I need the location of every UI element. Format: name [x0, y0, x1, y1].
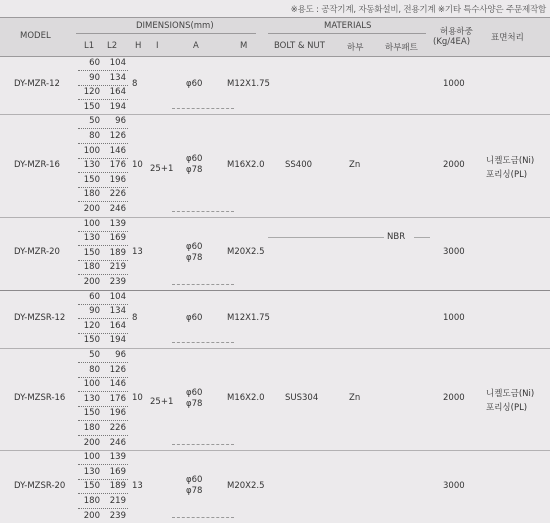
- l1-value: 200: [83, 204, 100, 214]
- bolt-nut-value: SUS304: [285, 393, 319, 404]
- nbr-line-right: [414, 237, 430, 238]
- h-value: 10: [132, 159, 143, 170]
- a-column-dash: [172, 517, 234, 518]
- h-value: 8: [132, 312, 138, 323]
- l1-value: 180: [83, 189, 100, 200]
- a-column-dash: [172, 211, 234, 212]
- model-name: DY-MZSR-12: [14, 312, 66, 323]
- load-value: 3000: [443, 480, 465, 491]
- header-i: I: [156, 41, 159, 51]
- hab-value: Zn: [349, 393, 361, 404]
- dimension-row: [78, 100, 128, 114]
- hab-value: Zn: [349, 159, 361, 170]
- header-load-line2: (Kg/4EA): [433, 37, 471, 47]
- m-value: M16X2.0: [227, 159, 265, 170]
- l2-value: 226: [109, 189, 126, 200]
- dimension-row: [78, 304, 128, 319]
- header-load-line1: 허용하중: [440, 27, 473, 37]
- surface-value: 니켈도금(Ni): [486, 155, 535, 166]
- l1-value: 180: [83, 423, 100, 433]
- l2-value: 196: [109, 174, 126, 185]
- m-value: M20X2.5: [227, 480, 265, 491]
- surface-value: 니켈도금(Ni): [486, 389, 535, 400]
- l1-value: 150: [83, 335, 100, 346]
- l2-value: 176: [109, 393, 126, 404]
- header-dim-underline: [76, 33, 256, 34]
- header-surface: 표면처리: [491, 33, 524, 43]
- dimension-row: [78, 348, 128, 363]
- dimension-row: [78, 71, 128, 86]
- header-bolt-nut: BOLT & NUT: [274, 41, 325, 51]
- l1-value: 150: [83, 408, 100, 419]
- dimension-row: [78, 479, 128, 494]
- load-value: 2000: [443, 159, 465, 170]
- a-value: φ60: [186, 312, 203, 323]
- dimension-row: [78, 129, 128, 144]
- l2-value: 169: [109, 466, 126, 477]
- l1-value: 150: [83, 481, 100, 492]
- l1-value: 130: [83, 160, 100, 171]
- a-value: φ60: [186, 241, 203, 252]
- header-a: A: [193, 41, 199, 51]
- dimension-row: [78, 450, 128, 465]
- l2-value: 196: [109, 408, 126, 419]
- model-name: DY-MZSR-20: [14, 480, 66, 491]
- l2-value: 226: [109, 423, 126, 433]
- l2-value: 126: [109, 131, 126, 141]
- l2-value: 146: [109, 379, 126, 390]
- bolt-nut-value: SS400: [285, 159, 313, 170]
- l2-value: 134: [109, 306, 126, 317]
- dimension-row: [78, 392, 128, 407]
- l1-value: 60: [89, 58, 100, 68]
- i-value: 25+1: [150, 397, 174, 408]
- l2-value: 96: [115, 116, 126, 127]
- surface-value: 포리싱(PL): [486, 403, 528, 414]
- dimension-row: [78, 173, 128, 188]
- m-value: M20X2.5: [227, 247, 265, 258]
- dimension-row: [78, 158, 128, 173]
- l1-value: 120: [83, 87, 100, 98]
- l1-value: 90: [89, 306, 100, 317]
- a-value: φ78: [186, 252, 203, 263]
- dimension-row: [78, 260, 128, 275]
- l1-value: 90: [89, 72, 100, 83]
- header-mat-underline: [268, 33, 426, 34]
- h-value: 10: [132, 393, 143, 404]
- a-column-dash: [172, 284, 234, 285]
- load-value: 3000: [443, 247, 465, 258]
- dimension-row: [78, 187, 128, 202]
- dimension-row: [78, 494, 128, 509]
- header-hab: 하부: [347, 43, 364, 53]
- dimension-row: [78, 217, 128, 232]
- dimension-row: [78, 319, 128, 334]
- l1-value: 130: [83, 393, 100, 404]
- a-value: φ60: [186, 387, 203, 398]
- l1-value: 80: [89, 364, 100, 375]
- h-value: 13: [132, 480, 143, 491]
- l2-value: 104: [109, 291, 126, 302]
- l1-value: 50: [89, 116, 100, 127]
- h-value: 13: [132, 247, 143, 258]
- model-name: DY-MZR-16: [14, 159, 60, 170]
- l2-value: 219: [109, 262, 126, 273]
- l1-value: 150: [83, 174, 100, 185]
- dimension-row: [78, 509, 128, 523]
- l2-value: 126: [109, 364, 126, 375]
- l2-value: 239: [109, 510, 126, 521]
- dimension-row: [78, 85, 128, 100]
- l1-value: 100: [83, 145, 100, 156]
- l1-value: 180: [83, 496, 100, 506]
- nbr-label: NBR: [387, 232, 406, 242]
- dimension-row: [78, 144, 128, 159]
- load-value: 1000: [443, 79, 465, 90]
- dimension-row: [78, 56, 128, 71]
- l2-value: 194: [109, 335, 126, 346]
- load-value: 1000: [443, 312, 465, 323]
- l1-value: 50: [89, 350, 100, 360]
- l2-value: 139: [109, 452, 126, 463]
- a-column-dash: [172, 108, 234, 109]
- header-l1: L1: [84, 41, 95, 51]
- l2-value: 189: [109, 247, 126, 258]
- l2-value: 169: [109, 233, 126, 244]
- l1-value: 150: [83, 247, 100, 258]
- header-l2: L2: [107, 41, 118, 51]
- l2-value: 134: [109, 72, 126, 83]
- load-value: 2000: [443, 393, 465, 404]
- dimension-row: [78, 290, 128, 305]
- header-m: M: [240, 41, 248, 51]
- l1-value: 200: [83, 510, 100, 521]
- dimension-row: [78, 406, 128, 421]
- h-value: 8: [132, 79, 138, 90]
- l1-value: 150: [83, 101, 100, 112]
- dimension-row: [78, 436, 128, 450]
- a-value: φ78: [186, 398, 203, 409]
- usage-note: ※용도 : 공작기계, 자동화설비, 전용기계 ※기타 특수사양은 주문제작함: [290, 5, 546, 15]
- dimension-row: [78, 333, 128, 347]
- header-materials: MATERIALS: [324, 21, 372, 31]
- m-value: M12X1.75: [227, 79, 270, 90]
- model-name: DY-MZR-20: [14, 247, 60, 258]
- m-value: M16X2.0: [227, 393, 265, 404]
- dimension-row: [78, 246, 128, 261]
- l1-value: 120: [83, 320, 100, 331]
- l1-value: 130: [83, 466, 100, 477]
- l1-value: 180: [83, 262, 100, 273]
- l2-value: 164: [109, 87, 126, 98]
- l1-value: 200: [83, 437, 100, 448]
- a-value: φ78: [186, 165, 203, 175]
- l2-value: 104: [109, 58, 126, 68]
- l1-value: 200: [83, 277, 100, 287]
- nbr-line-left: [268, 237, 384, 238]
- l2-value: 146: [109, 145, 126, 156]
- dimension-row: [78, 363, 128, 378]
- l2-value: 194: [109, 101, 126, 112]
- i-value: 25+1: [150, 163, 174, 174]
- l2-value: 176: [109, 160, 126, 171]
- l2-value: 246: [109, 204, 126, 214]
- dimension-row: [78, 465, 128, 480]
- surface-value: 포리싱(PL): [486, 169, 528, 180]
- a-value: φ60: [186, 79, 203, 90]
- l2-value: 164: [109, 320, 126, 331]
- a-column-dash: [172, 342, 234, 343]
- l1-value: 80: [89, 131, 100, 141]
- header-model: MODEL: [20, 31, 51, 41]
- dimension-row: [78, 421, 128, 436]
- a-value: φ78: [186, 486, 203, 497]
- a-column-dash: [172, 444, 234, 445]
- l1-value: 130: [83, 233, 100, 244]
- header-h: H: [135, 41, 142, 51]
- l2-value: 239: [109, 277, 126, 287]
- l2-value: 189: [109, 481, 126, 492]
- model-name: DY-MZR-12: [14, 79, 60, 90]
- a-value: φ60: [186, 154, 203, 164]
- dimension-row: [78, 377, 128, 392]
- dimension-row: [78, 202, 128, 216]
- model-name: DY-MZSR-16: [14, 393, 66, 404]
- header-dimensions: DIMENSIONS(mm): [136, 21, 214, 31]
- l2-value: 139: [109, 218, 126, 229]
- l1-value: 100: [83, 452, 100, 463]
- table-header: [0, 17, 550, 57]
- l2-value: 96: [115, 350, 126, 360]
- l1-value: 100: [83, 218, 100, 229]
- a-value: φ60: [186, 475, 203, 486]
- header-habpad: 하부패트: [385, 43, 418, 53]
- dimension-row: [78, 231, 128, 246]
- l1-value: 100: [83, 379, 100, 390]
- l1-value: 60: [89, 291, 100, 302]
- dimension-row: [78, 275, 128, 289]
- l2-value: 219: [109, 496, 126, 506]
- m-value: M12X1.75: [227, 312, 270, 323]
- dimension-row: [78, 114, 128, 129]
- l2-value: 246: [109, 437, 126, 448]
